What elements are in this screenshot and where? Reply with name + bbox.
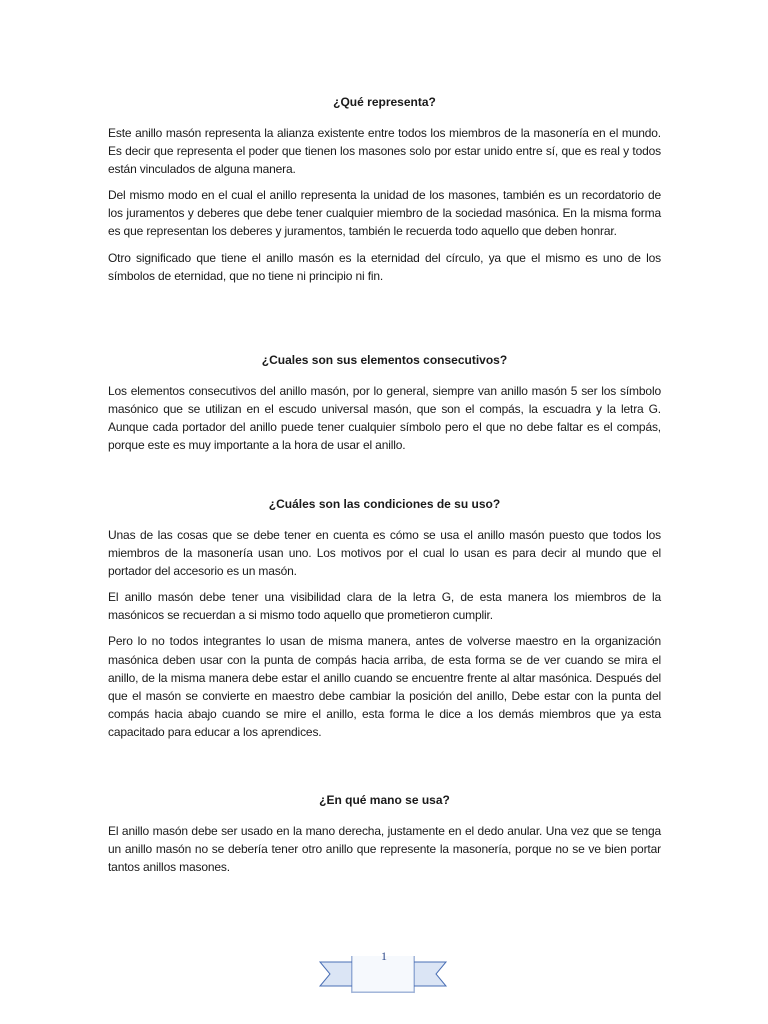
section-condiciones-de-uso	[108, 496, 661, 749]
section-heading: ¿Cuales son sus elementos consecutivos?	[261, 353, 508, 367]
section-heading: ¿Qué representa?	[333, 95, 436, 109]
paragraph: Otro significado que tiene el anillo masón es la eternidad del círculo, ya que el mismo es uno de los símbolos de eternidad, que no tiene ni principio ni fin.	[108, 250, 661, 283]
paragraph: Del mismo modo en el cual el anillo representa la unidad de los masones, también es un recordatorio de los juramentos y deberes que debe tener cualquier miembro de la sociedad masónica. En la misma forma es que representan los deberes y juramentos, también le recuerda todo aquello que deben honrar.	[108, 188, 661, 239]
paragraph: El anillo masón debe tener una visibilidad clara de la letra G, de esta manera los miembros de la masónicos se recuerdan a si mismo todo aquello que prometieron cumplir.	[108, 590, 661, 623]
section-que-representa	[108, 94, 661, 293]
section-heading: ¿Cuáles son las condiciones de su uso?	[268, 497, 501, 511]
paragraph: Los elementos consecutivos del anillo masón, por lo general, siempre van anillo masón 5 ser los símbolo masónico que se utilizan en el escudo universal masón, que son el compás, la escuadra y la letra G. Aunque cada portador del anillo puede tener cualquier símbolo pero el que no debe faltar es el compás, porque este es muy importante a la hora de usar el anillo.	[108, 384, 661, 453]
paragraph: El anillo masón debe ser usado en la mano derecha, justamente en el dedo anular. Una vez que se tenga un anillo masón no se debería tener otro anillo que represente la masonería, porque no se ve bien portar tantos anillos masones.	[108, 824, 661, 875]
paragraph: Unas de las cosas que se debe tener en cuenta es cómo se usa el anillo masón puesto que todos los miembros de la masonería usan uno. Los motivos por el cual lo usan es para decir al mundo que el portador del accesorio es un masón.	[108, 528, 661, 579]
section-en-que-mano	[108, 792, 661, 884]
section-elementos-consecutivos	[108, 352, 661, 462]
paragraph: Este anillo masón representa la alianza existente entre todos los miembros de la masonería en el mundo. Es decir que representa el poder que tienen los masones solo por estar unido entre sí, que es real y todos están vinculados de alguna manera.	[108, 126, 661, 177]
page-number: 1	[381, 949, 387, 963]
section-heading: ¿En qué mano se usa?	[319, 793, 450, 807]
paragraph: Pero lo no todos integrantes lo usan de misma manera, antes de volverse maestro en la organización masónica deben usar con la punta de compás hacia arriba, de esta forma se de ver cuando se mira el anillo, de la misma manera debe estar el anillo cuando se encuentre frente al altar masónica. Después del que el masón se convierte en maestro debe cambiar la posición del anillo, Debe estar con la punta del compás hacia abajo cuando se mire el anillo, esta forma le dice a los demás miembros que ya esta capacitado para educar a los aprendices.	[108, 634, 661, 739]
